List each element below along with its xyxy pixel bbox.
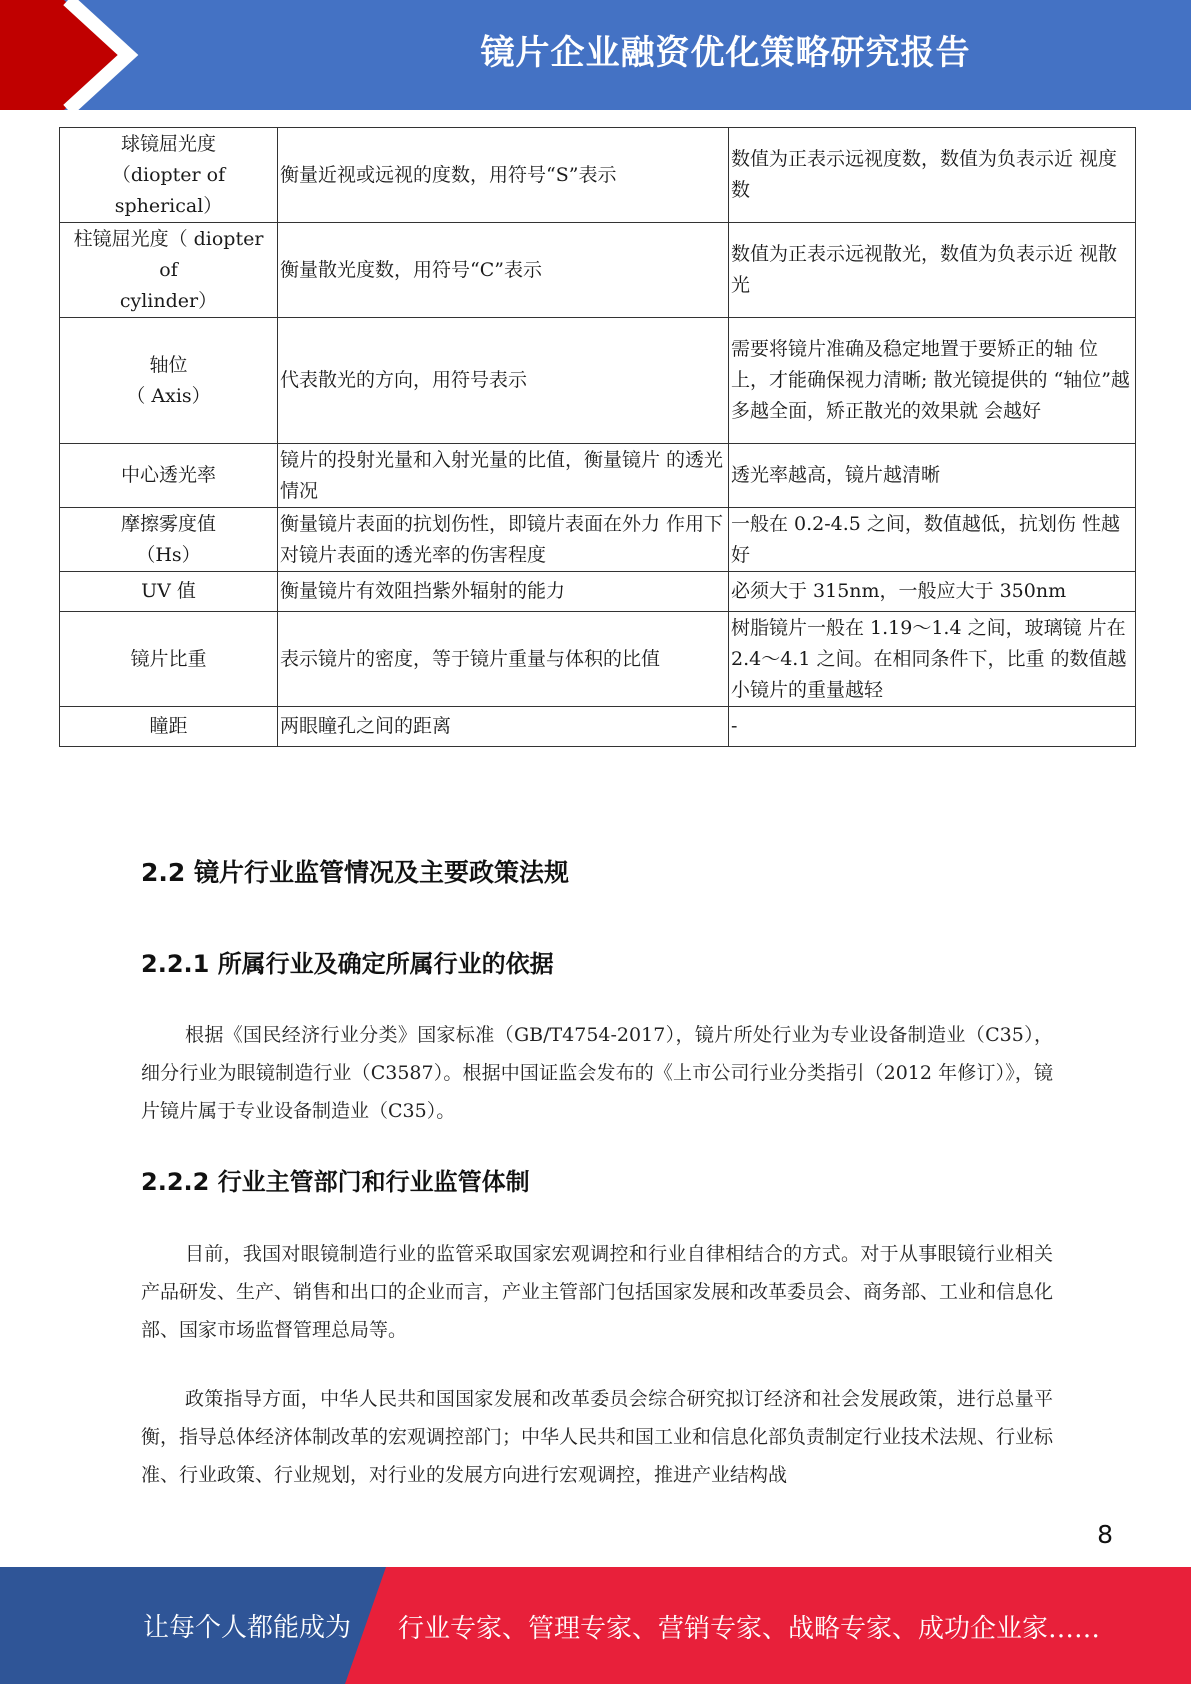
body-paragraph: 政策指导方面，中华人民共和国国家发展和改革委员会综合研究拟订经济和社会发展政策，进行总量平衡，指导总体经济体制改革的宏观调控部门；中华人民共和国工业和信息化部负责制定行业技术法规、行业标准、行业政策、行业规划，对行业的发展方向进行宏观调控，推进产业结构战	[141, 1388, 1054, 1486]
param-notes-cell: 树脂镜片一般在 1.19～1.4 之间，玻璃镜 片在 2.4～4.1 之间。在相同条件下，比重 的数值越小镜片的重量越轻	[729, 612, 1136, 707]
section-heading: 2.2 镜片行业监管情况及主要政策法规	[141, 858, 569, 887]
body-paragraph: 根据《国民经济行业分类》国家标准（GB/T4754-2017），镜片所处行业为专业设备制造业（C35），细分行业为眼镜制造行业（C3587）。根据中国证监会发布的《上市公司行业分类指引（2012 年修订）》，镜片镜片属于专业设备制造业（C35）。	[141, 1024, 1053, 1122]
param-notes-cell: -	[729, 707, 1136, 747]
report-title: 镜片企业融资优化策略研究报告	[480, 33, 971, 73]
table-row	[60, 508, 1136, 572]
page-footer	[0, 1567, 1191, 1684]
table-row	[60, 223, 1136, 318]
param-notes-cell: 透光率越高，镜片越清晰	[729, 444, 1136, 508]
param-name-cell: 镜片比重	[60, 612, 278, 707]
param-notes-cell: 需要将镜片准确及稳定地置于要矫正的轴 位上，才能确保视力清晰; 散光镜提供的 “轴位”越多越全面，矫正散光的效果就 会越好	[729, 318, 1136, 444]
page-header	[0, 0, 1191, 110]
param-definition-cell: 衡量镜片有效阻挡紫外辐射的能力	[278, 572, 729, 612]
param-name-cell: UV 值	[60, 572, 278, 612]
lens-parameter-table	[59, 127, 1136, 747]
table-row	[60, 572, 1136, 612]
param-name-cell: 柱镜屈光度（ diopter of cylinder）	[60, 223, 278, 318]
param-definition-cell: 两眼瞳孔之间的距离	[278, 707, 729, 747]
param-definition-cell: 衡量镜片表面的抗划伤性，即镜片表面在外力 作用下对镜片表面的透光率的伤害程度	[278, 508, 729, 572]
param-name-cell: 中心透光率	[60, 444, 278, 508]
param-name-cell: 摩擦雾度值 （Hs）	[60, 508, 278, 572]
param-definition-cell: 衡量散光度数，用符号“C”表示	[278, 223, 729, 318]
table-row	[60, 318, 1136, 444]
param-name-cell: 球镜屈光度 （diopter of spherical）	[60, 128, 278, 223]
body-paragraph: 目前，我国对眼镜制造行业的监管采取国家宏观调控和行业自律相结合的方式。对于从事眼镜行业相关产品研发、生产、销售和出口的企业而言，产业主管部门包括国家发展和改革委员会、商务部、工业和信息化部、国家市场监督管理总局等。	[141, 1243, 1054, 1341]
subsection-heading: 2.2.2 行业主管部门和行业监管体制	[141, 1168, 530, 1196]
table-row	[60, 612, 1136, 707]
param-definition-cell: 衡量近视或远视的度数，用符号“S”表示	[278, 128, 729, 223]
param-notes-cell: 必须大于 315nm，一般应大于 350nm	[729, 572, 1136, 612]
param-notes-cell: 一般在 0.2-4.5 之间，数值越低，抗划伤 性越好	[729, 508, 1136, 572]
param-definition-cell: 代表散光的方向，用符号表示	[278, 318, 729, 444]
param-definition-cell: 镜片的投射光量和入射光量的比值，衡量镜片 的透光情况	[278, 444, 729, 508]
param-notes-cell: 数值为正表示远视度数，数值为负表示近 视度数	[729, 128, 1136, 223]
param-name-cell: 瞳距	[60, 707, 278, 747]
footer-slogan-left: 让每个人都能成为	[143, 1613, 352, 1643]
page-number: 8	[1097, 1520, 1113, 1549]
table-row	[60, 444, 1136, 508]
param-definition-cell: 表示镜片的密度，等于镜片重量与体积的比值	[278, 612, 729, 707]
table-row	[60, 128, 1136, 223]
footer-slogan-right: 行业专家、管理专家、营销专家、战略专家、成功企业家……	[398, 1614, 1101, 1644]
param-notes-cell: 数值为正表示远视散光，数值为负表示近 视散光	[729, 223, 1136, 318]
subsection-heading: 2.2.1 所属行业及确定所属行业的依据	[141, 950, 554, 978]
table-row	[60, 707, 1136, 747]
param-name-cell: 轴位 （ Axis）	[60, 318, 278, 444]
